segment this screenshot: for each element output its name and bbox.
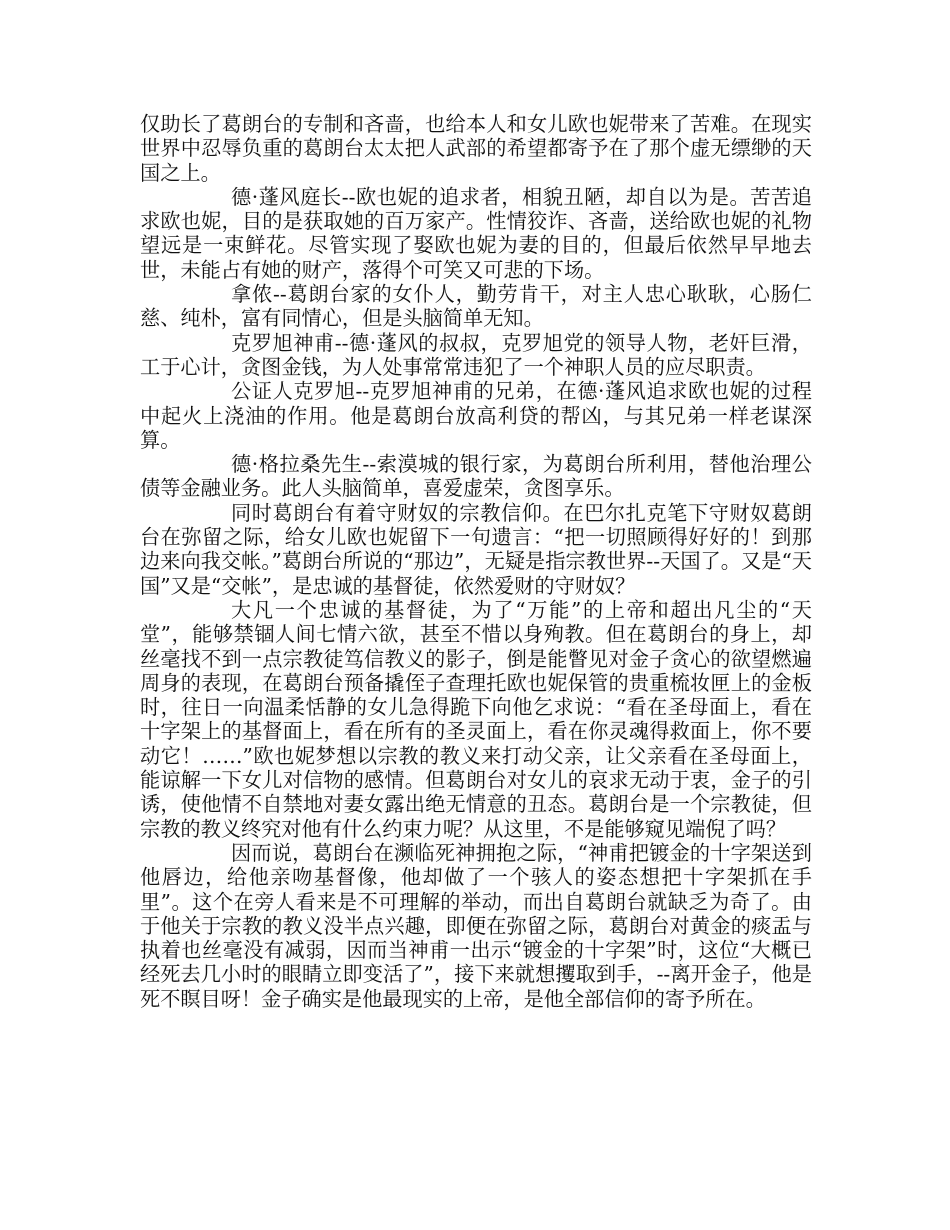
- paragraph-7: 同时葛朗台有着守财奴的宗教信仰。在巴尔扎克笔下守财奴葛朗台在弥留之际，给女儿欧也妮留下一句遗言：“把一切照顾得好好的！到那边来向我交帐。”葛朗台所说的“那边”，无疑是指宗教世界--天国了。又是“天国”又是“交帐”，是忠诚的基督徒，依然爱财的守财奴？: [140, 500, 812, 598]
- paragraph-2: 德·蓬风庭长--欧也妮的追求者，相貌丑陋，却自以为是。苦苦追求欧也妮，目的是获取她的百万家产。性情狡诈、吝啬，送给欧也妮的礼物望远是一束鲜花。尽管实现了娶欧也妮为妻的目的，但最后依然早早地去世，未能占有她的财产，落得个可笑又可悲的下场。: [140, 184, 812, 282]
- document-page: [140, 112, 812, 1011]
- paragraph-1: 仅助长了葛朗台的专制和吝啬，也给本人和女儿欧也妮带来了苦难。在现实世界中忍辱负重的葛朗台太太把人武部的希望都寄予在了那个虚无缥缈的天国之上。: [140, 112, 812, 185]
- paragraph-3: 拿侬--葛朗台家的女仆人，勤劳肯干，对主人忠心耿耿，心肠仁慈、纯朴，富有同情心，但是头脑简单无知。: [140, 282, 812, 331]
- paragraph-6: 德·格拉桑先生--索漠城的银行家，为葛朗台所利用，替他治理公债等金融业务。此人头脑简单，喜爱虚荣，贪图享乐。: [140, 452, 812, 501]
- paragraph-4: 克罗旭神甫--德·蓬风的叔叔，克罗旭党的领导人物，老奸巨滑，工于心计，贪图金钱，为人处事常常违犯了一个神职人员的应尽职责。: [140, 330, 812, 379]
- paragraph-5: 公证人克罗旭--克罗旭神甫的兄弟，在德·蓬风追求欧也妮的过程中起火上浇油的作用。他是葛朗台放高利贷的帮凶，与其兄弟一样老谋深算。: [140, 379, 812, 452]
- paragraph-8: 大凡一个忠诚的基督徒，为了“万能”的上帝和超出凡尘的“天堂”，能够禁锢人间七情六欲，甚至不惜以身殉教。但在葛朗台的身上，却丝毫找不到一点宗教徒笃信教义的影子，倒是能瞥见对金子贪心的欲望燃遍周身的表现，在葛朗台预备撬侄子查理托欧也妮保管的贵重梳妆匣上的金板时，往日一向温柔恬静的女儿急得跪下向他乞求说：“看在圣母面上，看在十字架上的基督面上，看在所有的圣灵面上，看在你灵魂得救面上，你不要动它！……”欧也妮梦想以宗教的教义来打动父亲，让父亲看在圣母面上，能谅解一下女儿对信物的感情。但葛朗台对女儿的哀求无动于衷，金子的引诱，使他情不自禁地对妻女露出绝无情意的丑态。葛朗台是一个宗教徒，但宗教的教义终究对他有什么约束力呢？从这里，不是能够窥见端倪了吗？: [140, 597, 812, 841]
- paragraph-9: 因而说，葛朗台在濒临死神拥抱之际，“神甫把镀金的十字架送到他唇边，给他亲吻基督像，他却做了一个骇人的姿态想把十字架抓在手里”。这个在旁人看来是不可理解的举动，而出自葛朗台就缺乏为奇了。由于他关于宗教的教义没半点兴趣，即便在弥留之际，葛朗台对黄金的痰盂与执着也丝毫没有减弱，因而当神甫一出示“镀金的十字架”时，这位“大概已经死去几小时的眼睛立即变活了”，接下来就想攫取到手，--离开金子，他是死不瞑目呀！金子确实是他最现实的上帝，是他全部信仰的寄予所在。: [140, 840, 812, 1011]
